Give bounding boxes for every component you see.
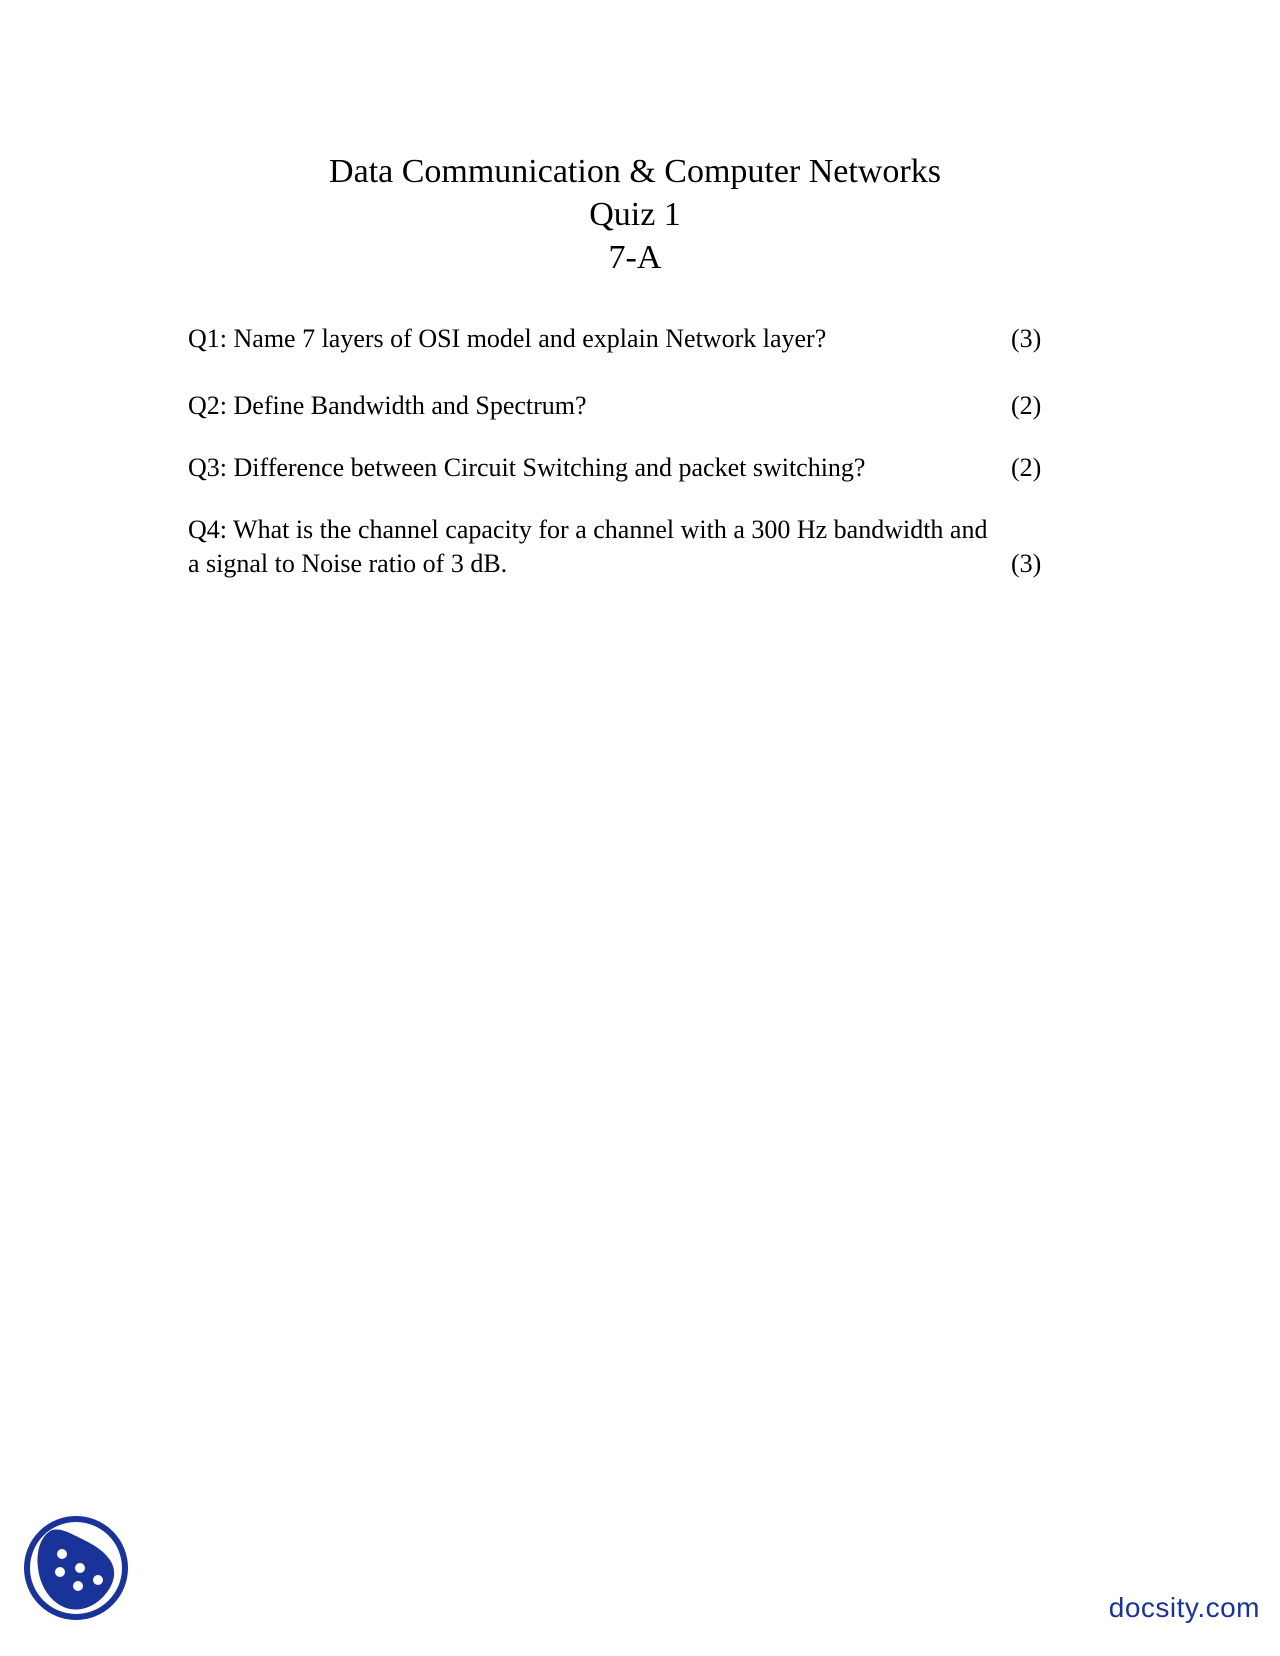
question-2 — [188, 389, 1088, 423]
question-text: Q1: Name 7 layers of OSI model and explain Network layer? — [188, 324, 827, 353]
question-3 — [188, 451, 1088, 485]
document-title: Data Communication & Computer Networks — [329, 153, 941, 190]
question-text: Q3: Difference between Circuit Switching and packet switching? — [188, 453, 866, 482]
question-text-continued: a signal to Noise ratio of 3 dB. — [188, 549, 508, 578]
section-label: 7-A — [608, 239, 662, 276]
docsity-logo-icon[interactable] — [22, 1514, 130, 1622]
question-marks: (2) — [1011, 391, 1042, 420]
question-1 — [188, 322, 1088, 356]
question-marks: (3) — [1011, 324, 1042, 353]
title-block — [0, 150, 1270, 279]
question-4 — [188, 513, 1088, 581]
question-marks: (2) — [1011, 453, 1042, 482]
quiz-label: Quiz 1 — [589, 196, 681, 233]
question-text: Q2: Define Bandwidth and Spectrum? — [188, 391, 587, 420]
docsity-brand-link[interactable]: docsity.com — [1108, 1592, 1260, 1623]
question-text: Q4: What is the channel capacity for a channel with a 300 Hz bandwidth and — [188, 515, 988, 544]
question-marks: (3) — [1011, 549, 1042, 578]
